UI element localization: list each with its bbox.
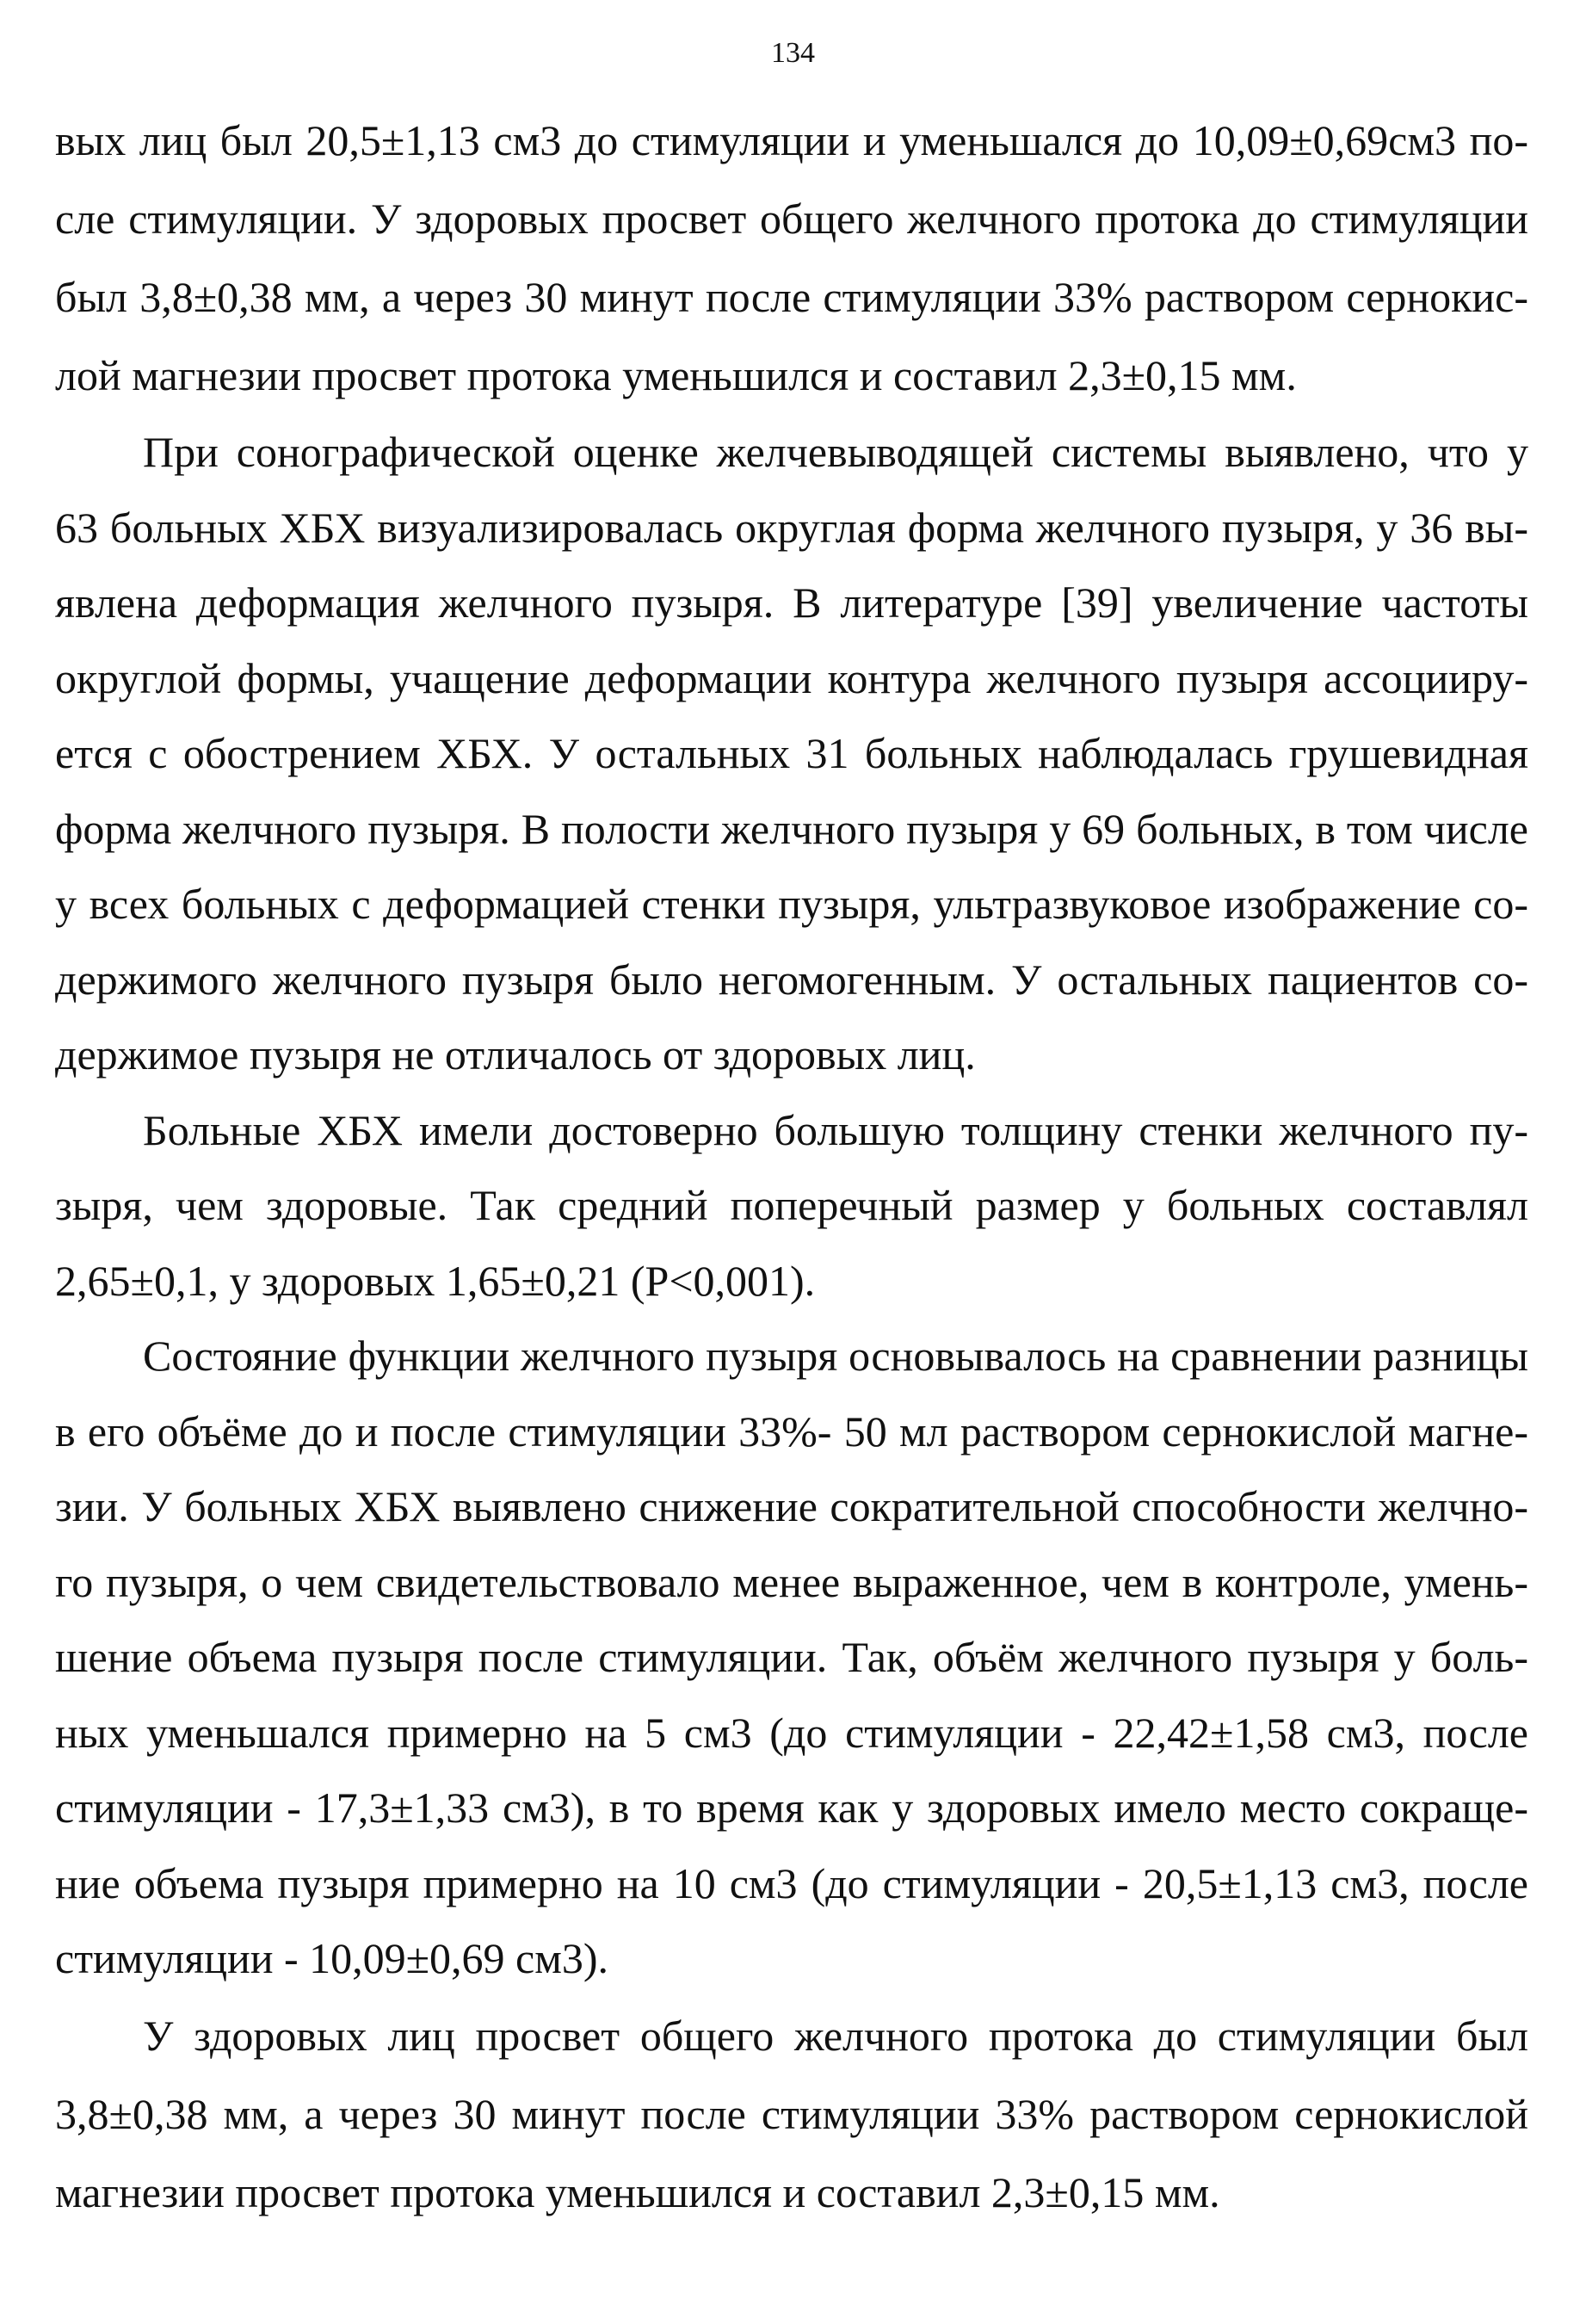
paragraph-1-continuation: вых лиц был 20,5±1,13 см3 до стимуляции и уменьшался до 10,09±0,69см3 после стимуляции. У здоровых просвет общего желчного протока до стимуляции был 3,8±0,38 мм, а через 30 минут после стимуляции 33% раствором сернокислой магнезии просвет протока уменьшился и составил 2,3±0,15 мм.: [55, 116, 1528, 399]
paragraph-5-bile-duct: У здоровых лиц просвет общего желчного протока до стимуляции был 3,8±0,38 мм, а через 30 минут после стимуляции 33% раствором сернокислой магнезии просвет протока уменьшился и составил 2,3±0,15 мм.: [55, 2011, 1528, 2216]
page-number: 134: [771, 37, 815, 69]
paragraph-3-wall-thickness: Больные ХБХ имели достоверно большую толщину стенки желчного пузыря, чем здоровые. Так средний поперечный размер у больных составлял 2,65±0,1, у здоровых 1,65±0,21 (Р<0,001).: [55, 1105, 1528, 1305]
paragraph-4-gallbladder-function: Состояние функции желчного пузыря основывалось на сравнении разницы в его объёме до и после стимуляции 33%- 50 мл раствором сернокислой магнезии. У больных ХБХ выявлено снижение сократительной способности желчного пузыря, о чем свидетельствовало менее выраженное, чем в контроле, уменьшение объема пузыря после стимуляции. Так, объём желчного пузыря у больных уменьшался примерно на 5 см3 (до стимуляции - 22,42±1,58 см3, после стимуляции - 17,3±1,33 см3), в то время как у здоровых имело место сокращение объема пузыря примерно на 10 см3 (до стимуляции - 20,5±1,13 см3, после стимуляции - 10,09±0,69 см3).: [55, 1332, 1528, 1982]
text-body: [55, 102, 1528, 2232]
paragraph-2-sonography: При сонографической оценке желчевыводящей системы выявлено, что у 63 больных ХБХ визуализировалась округлая форма желчного пузыря, у 36 выявлена деформация желчного пузыря. В литературе [39] увеличение частоты округлой формы, учащение деформации контура желчного пузыря ассоциируется с обострением ХБХ. У остальных 31 больных наблюдалась грушевидная форма желчного пузыря. В полости желчного пузыря у 69 больных, в том числе у всех больных с деформацией стенки пузыря, ультразвуковое изображение содержимого желчного пузыря было негомогенным. У остальных пациентов содержимое пузыря не отличалось от здоровых лиц.: [55, 428, 1528, 1079]
